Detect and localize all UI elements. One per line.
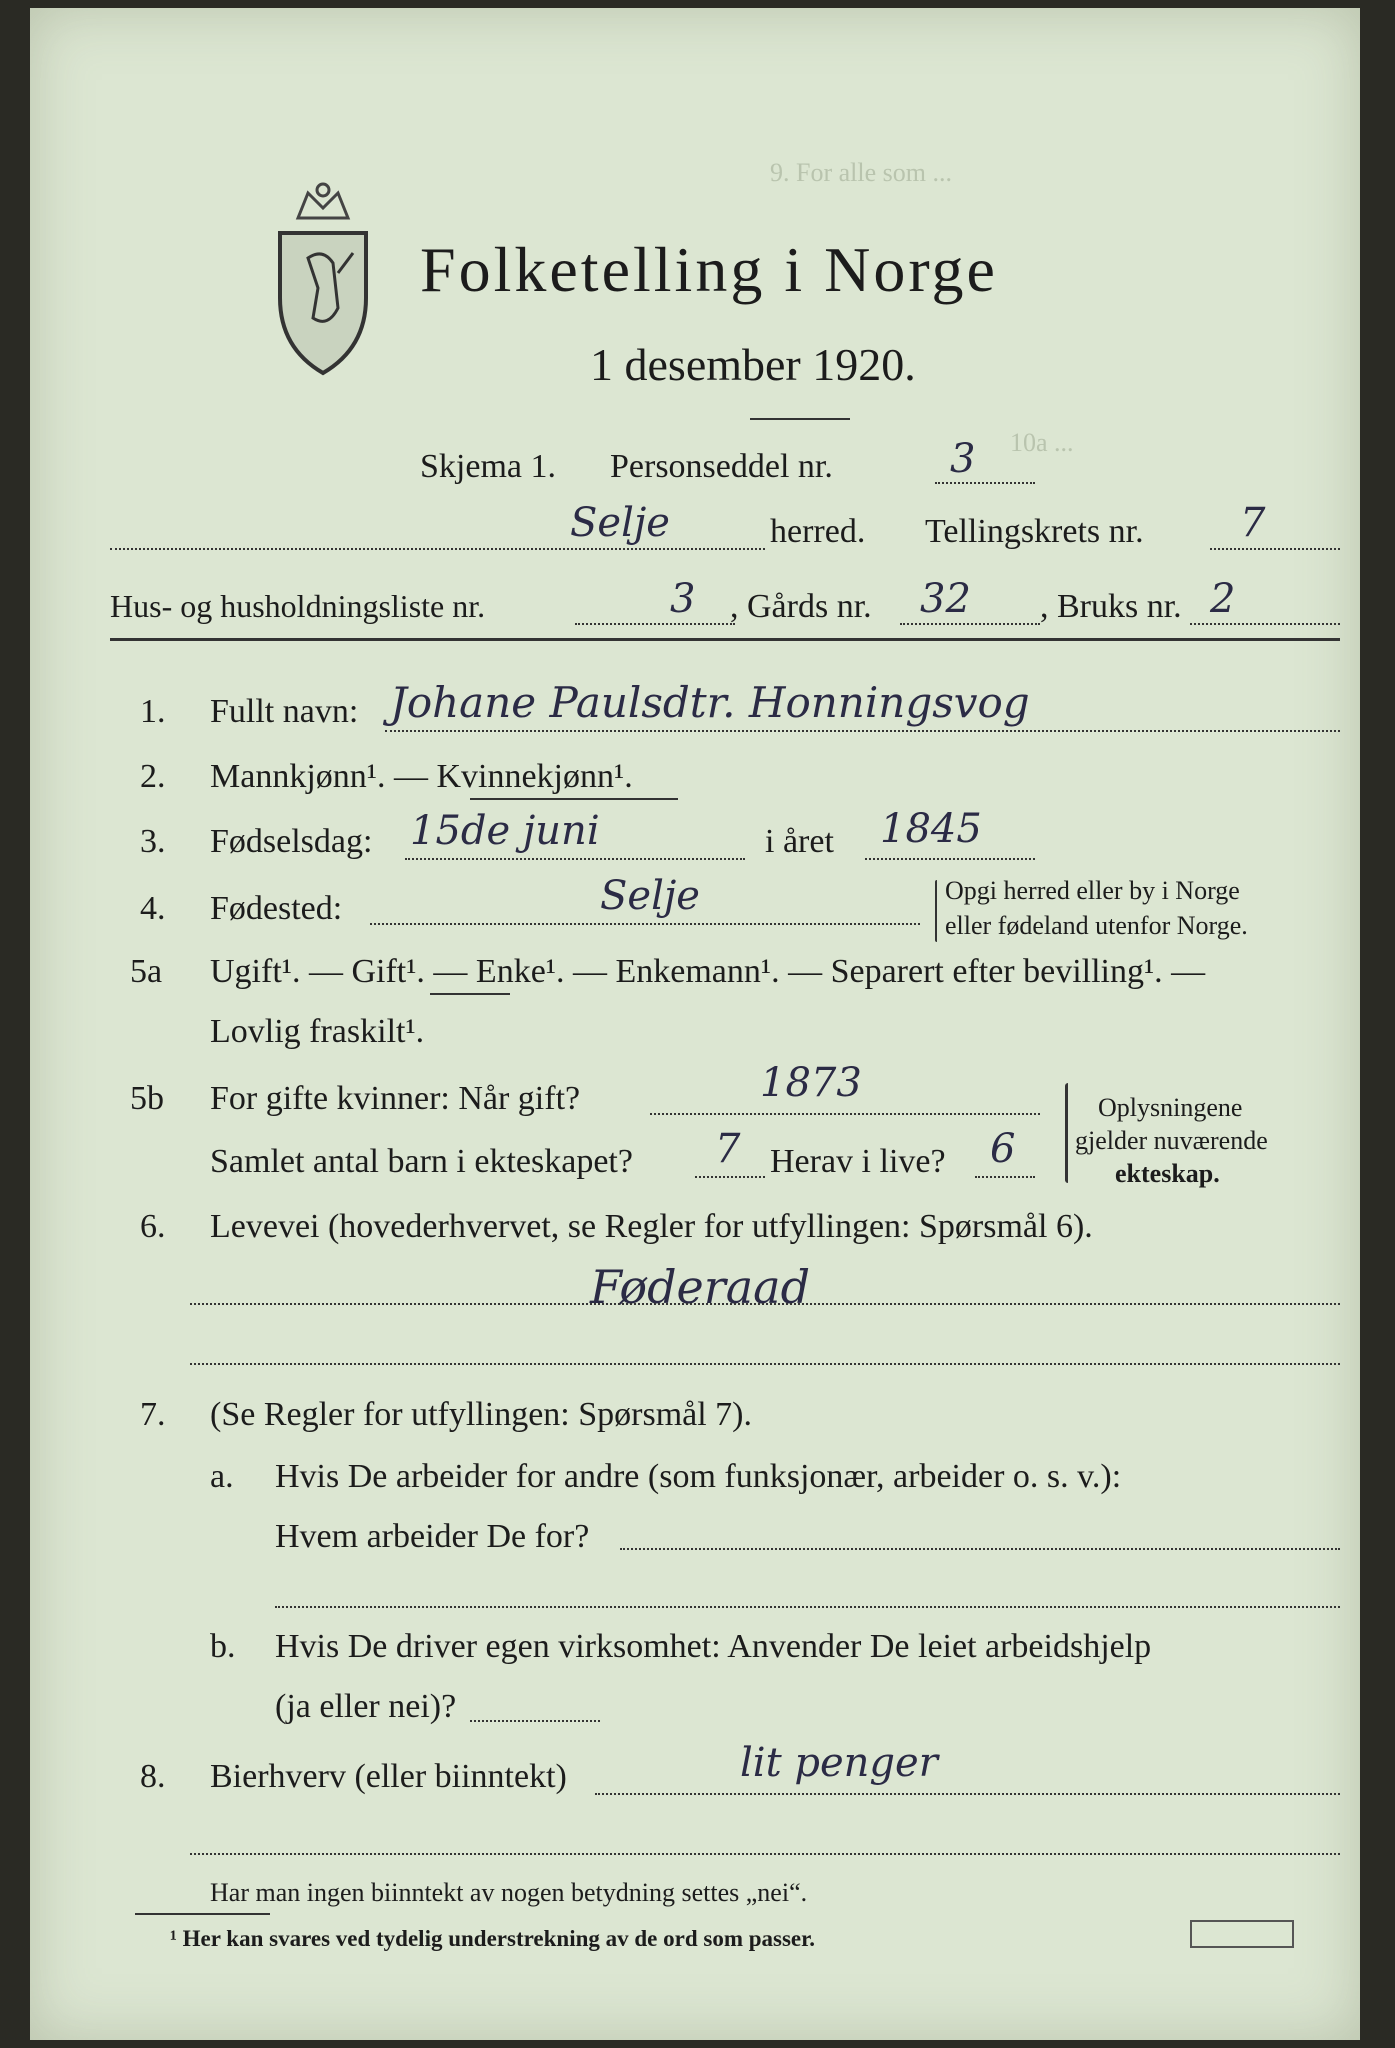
printer-stamp-icon [1190, 1920, 1294, 1948]
q5a-enke-underline [430, 993, 510, 995]
q3-year-line [865, 858, 1035, 860]
tellingskrets-value: 7 [1240, 500, 1266, 546]
q1-line [385, 730, 1340, 732]
q5b-line1 [650, 1113, 1040, 1115]
tellingskrets-line [1210, 548, 1340, 550]
q7b-letter: b. [210, 1628, 236, 1665]
q4-line [370, 923, 920, 925]
husliste-label: Hus- og husholdningsliste nr. [110, 588, 486, 624]
q2-underline [470, 798, 678, 800]
q6-line1 [190, 1303, 1340, 1305]
q5a-line2: Lovlig fraskilt¹. [210, 1013, 425, 1050]
herred-label: herred. [770, 513, 866, 550]
husliste-line [575, 623, 735, 625]
q5b-note-line2: gjelder nuværende [1075, 1126, 1268, 1155]
q1-value: Johane Paulsdtr. Honningsvog [390, 678, 1030, 727]
personseddel-line [935, 482, 1035, 484]
q1-number: 1. [140, 693, 166, 730]
q8-value: lit penger [740, 1740, 938, 1786]
q2-label: Mannkjønn¹. — Kvinnekjønn¹. [210, 758, 633, 795]
q7a-line1: Hvis De arbeider for andre (som funksjonær, arbeider o. s. v.): [275, 1458, 1122, 1495]
herred-line [110, 548, 765, 550]
q6-line2 [190, 1363, 1340, 1365]
q5b-note-bracket [1065, 1083, 1068, 1183]
footnote-text: ¹ Her kan svares ved tydelig understrekning av de ord som passer. [170, 1926, 815, 1951]
q8-label: Bierhverv (eller biinntekt) [210, 1758, 567, 1795]
q7-label: (Se Regler for utfyllingen: Spørsmål 7). [210, 1396, 753, 1433]
q7a-line-answer1 [620, 1548, 1340, 1550]
q1-label: Fullt navn: [210, 693, 359, 730]
q5b-label2: Samlet antal barn i ekteskapet? [210, 1143, 633, 1180]
q4-number: 4. [140, 890, 166, 927]
schema-label: Skjema 1. [420, 448, 556, 485]
q3-year-value: 1845 [880, 806, 982, 852]
q3-year-label: i året [765, 823, 834, 860]
q8-number: 8. [140, 1758, 166, 1795]
q7b-line1: Hvis De driver egen virksomhet: Anvender De leiet arbeidshjelp [275, 1628, 1152, 1665]
q5b-label1: For gifte kvinner: Når gift? [210, 1080, 581, 1117]
q5b-value3: 6 [990, 1126, 1016, 1172]
footer-note: Har man ingen biinntekt av nogen betydning settes „nei“. [210, 1878, 808, 1907]
q5b-line2 [695, 1176, 765, 1178]
footnote-rule [135, 1913, 270, 1915]
bruks-value: 2 [1210, 576, 1236, 622]
q4-value: Selje [600, 873, 700, 919]
q3-line [405, 858, 745, 860]
header-rule [110, 638, 1340, 641]
bleed-through-text: 9. For alle som ... [770, 158, 952, 187]
q3-value: 15de juni [410, 808, 600, 854]
q6-label: Levevei (hovederhvervet, se Regler for utfyllingen: Spørsmål 6). [210, 1208, 1093, 1245]
title-divider [750, 418, 850, 420]
q5b-line3 [975, 1176, 1035, 1178]
tellingskrets-label: Tellingskrets nr. [925, 513, 1144, 550]
bruks-line [1190, 623, 1340, 625]
q2-number: 2. [140, 758, 166, 795]
bleed-through-text: 10a ... [1010, 428, 1074, 457]
form-title: Folketelling i Norge [420, 234, 998, 305]
q7a-letter: a. [210, 1458, 234, 1495]
q7a-line-answer2 [275, 1606, 1340, 1608]
gards-label: , Gårds nr. [730, 588, 872, 625]
herred-value: Selje [570, 500, 670, 546]
bruks-label: , Bruks nr. [1040, 588, 1182, 625]
q5b-label3: Herav i live? [770, 1143, 946, 1180]
q6-value: Føderaad [590, 1260, 811, 1314]
q8-line2 [190, 1853, 1340, 1855]
q5b-value1: 1873 [760, 1060, 862, 1106]
q4-note-bracket [935, 880, 937, 942]
q3-label: Fødselsdag: [210, 823, 373, 860]
gards-line [900, 623, 1040, 625]
gards-value: 32 [920, 576, 971, 622]
q7a-line2: Hvem arbeider De for? [275, 1518, 590, 1555]
q3-number: 3. [140, 823, 166, 860]
q4-note-line2: eller fødeland utenfor Norge. [945, 911, 1248, 940]
q8-line1 [595, 1793, 1340, 1795]
q7-number: 7. [140, 1396, 166, 1433]
q5a-number: 5a [130, 953, 163, 990]
q7b-line-answer [470, 1720, 600, 1722]
personseddel-value: 3 [950, 436, 976, 482]
q4-note-line1: Opgi herred eller by i Norge [945, 876, 1240, 905]
q6-number: 6. [140, 1208, 166, 1245]
q5b-value2: 7 [715, 1126, 741, 1172]
norway-coat-of-arms-icon [268, 178, 378, 378]
q5a-line1: Ugift¹. — Gift¹. — Enke¹. — Enkemann¹. — Separert efter bevilling¹. — [210, 953, 1206, 990]
census-form-page [30, 8, 1360, 2040]
q5b-number: 5b [130, 1080, 164, 1117]
q7b-line2: (ja eller nei)? [275, 1688, 457, 1725]
personseddel-label: Personseddel nr. [610, 448, 833, 485]
q5b-note-line3: ekteskap. [1115, 1159, 1220, 1188]
husliste-value: 3 [670, 576, 696, 622]
q4-label: Fødested: [210, 890, 343, 927]
census-date: 1 desember 1920. [590, 339, 916, 390]
q5b-note-line1: Oplysningene [1098, 1093, 1243, 1122]
